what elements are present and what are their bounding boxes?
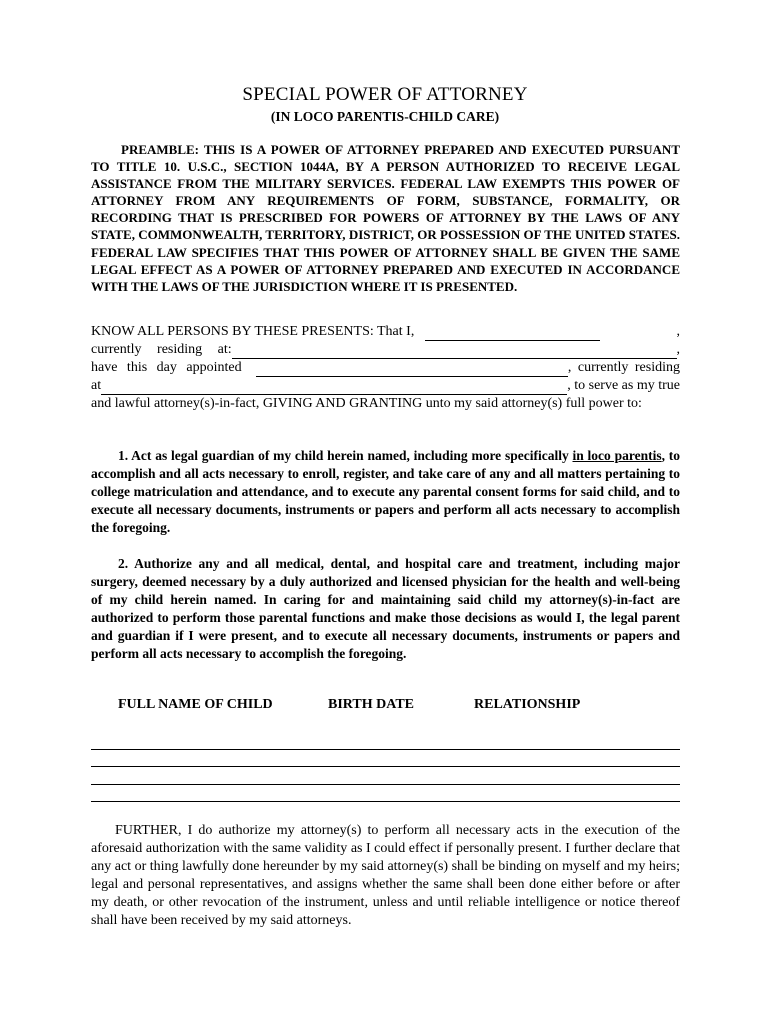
grantor-line-end: ,	[676, 324, 680, 339]
appointee-label: have this day appointed	[91, 360, 242, 375]
document-subtitle: (IN LOCO PARENTIS-CHILD CARE)	[270, 109, 500, 124]
residence-blank[interactable]	[232, 346, 677, 359]
child-entry-line[interactable]	[91, 801, 680, 802]
power-item-1	[91, 447, 680, 537]
grantor-label: KNOW ALL PERSONS BY THESE PRESENTS: That I,	[91, 324, 415, 339]
appointment-section	[91, 323, 680, 413]
child-table-header	[0, 697, 770, 717]
appointee-name-blank[interactable]	[256, 364, 568, 377]
power-item-2: 2. Authorize any and all medical, dental, and hospital care and treatment, including major surgery, deemed necessary by a duly authorized and licensed physician for the health and well-being of my child herein named. In caring for and maintaining said child my attorney(s)-in-fact are authorized to perform those parental functions and make those decisions as would I, the legal parent and guardian if I were present, and to execute all necessary documents, instruments or papers and perform all acts necessary to accomplish the foregoing.	[91, 556, 680, 661]
preamble-paragraph: PREAMBLE: THIS IS A POWER OF ATTORNEY PREPARED AND EXECUTED PURSUANT TO TITLE 10. U.S.C., SECTION 1044A, BY A PERSON AUTHORIZED TO RECEIVE LEGAL ASSISTANCE FROM THE MILITARY SERVICES. FEDERAL LAW EXEMPTS THIS POWER OF ATTORNEY FROM ANY REQUIREMENTS OF FORM, SUBSTANCE, FORMALITY, OR RECORDING THAT IS PRESCRIBED FOR POWERS OF ATTORNEY BY THE LAWS OF ANY STATE, COMMONWEALTH, TERRITORY, DISTRICT, OR POSSESSION OF THE UNITED STATES. FEDERAL LAW SPECIFIES THAT THIS POWER OF ATTORNEY SHALL BE GIVEN THE SAME LEGAL EFFECT AS A POWER OF ATTORNEY PREPARED AND EXECUTED IN ACCORDANCE WITH THE LAWS OF THE JURISDICTION WHERE IT IS PRESENTED.	[91, 142, 680, 294]
residence-line	[91, 341, 680, 359]
appointee-line	[91, 359, 680, 377]
appointee-address-line	[91, 377, 680, 395]
child-entry-line[interactable]	[91, 766, 680, 767]
header-birth-date: BIRTH DATE	[328, 697, 414, 712]
residence-line-end: ,	[676, 342, 680, 357]
document-title: SPECIAL POWER OF ATTORNEY	[242, 84, 528, 105]
child-entry-line[interactable]	[91, 784, 680, 785]
child-entry-line[interactable]	[91, 749, 680, 750]
further-paragraph: FURTHER, I do authorize my attorney(s) to perform all necessary acts in the execution of the aforesaid authorization with the same validity as I could effect if personally present. I further declare that any act or thing lawfully done hereunder by my said attorney(s) shall be binding on myself and my heirs; legal and personal representatives, and assigns whether the same shall been done either before or after my death, or other revocation of the instrument, unless and until reliable intelligence or notice thereof shall have been received by my said attorneys.	[91, 823, 680, 928]
power-item-1-rest: , to accomplish and all acts necessary to enroll, register, and take care of any and all matters pertaining to college matriculation and attendance, and to execute any parental consent forms for said child, and to execute all necessary documents, instruments or papers and perform all acts necessary to accomplish the foregoing.	[91, 448, 681, 535]
appointee-line-end: , currently residing	[567, 360, 680, 375]
power-item-1-lead: 1. Act as legal guardian of my child herein named, including more specifically	[118, 448, 573, 463]
grant-of-power-text: and lawful attorney(s)-in-fact, GIVING AND GRANTING unto my said attorney(s) full power to:	[91, 396, 642, 411]
appointee-address-end: , to serve as my true	[567, 378, 680, 393]
header-full-name-of-child: FULL NAME OF CHILD	[118, 697, 273, 712]
grantor-name-blank[interactable]	[425, 328, 600, 341]
header-relationship: RELATIONSHIP	[474, 697, 581, 712]
in-loco-parentis-term: in loco parentis	[572, 448, 662, 463]
appointee-address-blank[interactable]	[101, 382, 567, 395]
residence-label: currently residing at:	[91, 342, 232, 357]
appointee-address-label: at	[91, 378, 102, 393]
grantor-line	[91, 323, 680, 341]
